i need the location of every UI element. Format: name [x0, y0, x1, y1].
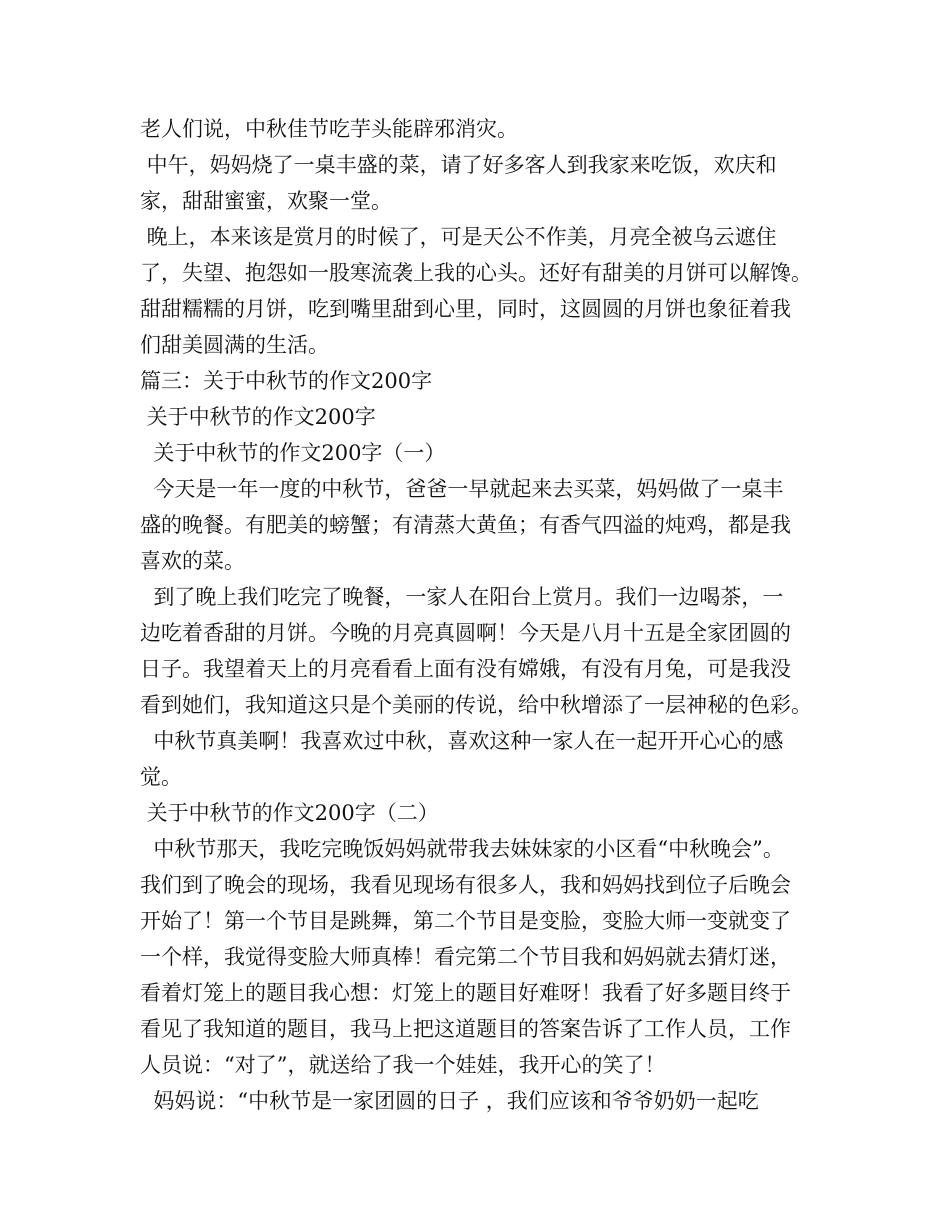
text-line: 妈妈说：“中秋节是一家团圆的日子 ，我们应该和爷爷奶奶一起吃 — [140, 1089, 759, 1113]
essay-title: 关于中秋节的作文200字 — [140, 405, 376, 429]
text-line: 甜甜糯糯的月饼，吃到嘴里甜到心里，同时，这圆圆的月饼也象征着我 — [140, 297, 791, 321]
text-line: 了，失望、抱怨如一股寒流袭上我的心头。还好有甜美的月饼可以解馋。 — [140, 261, 812, 285]
text-line: 盛的晚餐。有肥美的螃蟹；有清蒸大黄鱼；有香气四溢的炖鸡，都是我 — [140, 513, 791, 537]
text-line: 日子。我望着天上的月亮看看上面有没有嫦娥，有没有月兔，可是我没 — [140, 657, 791, 681]
text-line: 晚上，本来该是赏月的时候了，可是天公不作美，月亮全被乌云遮住 — [140, 225, 777, 249]
text-line: 一个样，我觉得变脸大师真棒！看完第二个节目我和妈妈就去猜灯迷， — [140, 945, 791, 969]
text-line: 老人们说，中秋佳节吃芋头能辟邪消灾。 — [140, 117, 518, 141]
text-line: 觉。 — [140, 765, 182, 789]
essay-subtitle: 关于中秋节的作文200字（二） — [140, 801, 439, 825]
text-line: 边吃着香甜的月饼。今晚的月亮真圆啊！今天是八月十五是全家团圆的 — [140, 621, 791, 645]
essay-subtitle: 关于中秋节的作文200字（一） — [140, 441, 446, 465]
text-line: 我们到了晚会的现场，我看见现场有很多人，我和妈妈找到位子后晚会 — [140, 873, 791, 897]
section-heading: 篇三：关于中秋节的作文200字 — [140, 369, 433, 393]
text-line: 到了晚上我们吃完了晚餐，一家人在阳台上赏月。我们一边喝茶，一 — [140, 585, 784, 609]
text-line: 中秋节那天，我吃完晚饭妈妈就带我去妹妹家的小区看“中秋晚会”。 — [140, 837, 784, 861]
text-line: 人员说：“对了”，就送给了我一个娃娃，我开心的笑了！ — [140, 1053, 666, 1077]
text-line: 看见了我知道的题目，我马上把这道题目的答案告诉了工作人员，工作 — [140, 1017, 791, 1041]
text-line: 中秋节真美啊！我喜欢过中秋，喜欢这种一家人在一起开开心心的感 — [140, 729, 784, 753]
text-line: 看到她们，我知道这只是个美丽的传说，给中秋增添了一层神秘的色彩。 — [140, 693, 812, 717]
text-line: 中午，妈妈烧了一桌丰盛的菜，请了好多客人到我家来吃饭，欢庆和 — [140, 153, 777, 177]
text-line: 喜欢的菜。 — [140, 549, 245, 573]
text-line: 开始了！第一个节目是跳舞，第二个节目是变脸，变脸大师一变就变了 — [140, 909, 791, 933]
text-line: 家，甜甜蜜蜜，欢聚一堂。 — [140, 189, 392, 213]
text-line: 们甜美圆满的生活。 — [140, 333, 329, 357]
text-line: 今天是一年一度的中秋节，爸爸一早就起来去买菜，妈妈做了一桌丰 — [140, 477, 784, 501]
text-line: 看着灯笼上的题目我心想：灯笼上的题目好难呀！我看了好多题目终于 — [140, 981, 791, 1005]
